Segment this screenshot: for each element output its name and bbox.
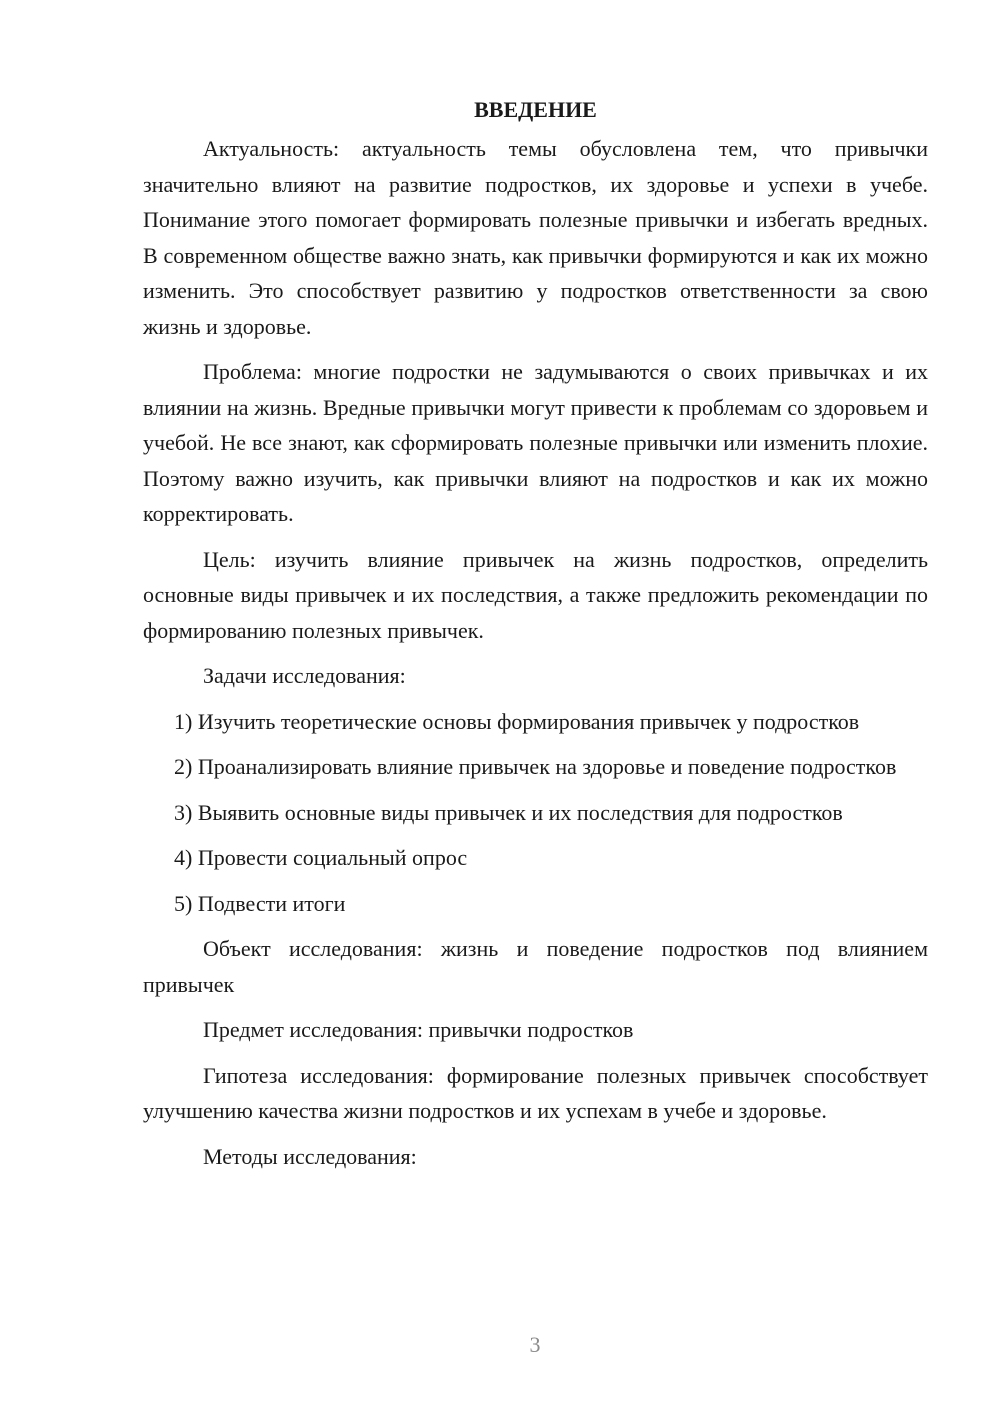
task-item-2: 2) Проанализировать влияние привычек на здоровье и поведение подростков <box>174 754 897 779</box>
tasks-heading: Задачи исследования: <box>203 663 406 688</box>
paragraph-object: Объект исследования: жизнь и поведение подростков под влиянием привычек <box>143 936 928 997</box>
task-item-3: 3) Выявить основные виды привычек и их последствия для подростков <box>174 799 843 825</box>
paragraph-subject: Предмет исследования: привычки подростков <box>203 1017 634 1042</box>
section-title: ВВЕДЕНИЕ <box>474 97 597 122</box>
paragraph-problem: Проблема: многие подростки не задумываются о своих привычках и их влиянии на жизнь. Вредные привычки могут привести к проблемам со здоровьем и учебой. Не все знают, как сформировать полезные привычки или изменить плохие. Поэтому важно изучить, как привычки влияют на подростков и как их можно корректировать. <box>143 359 928 526</box>
page-number: 3 <box>529 1332 541 1357</box>
paragraph-methods: Методы исследования: <box>203 1143 417 1169</box>
paragraph-hypothesis: Гипотеза исследования: формирование полезных привычек способствует улучшению качества жизни подростков и их успехам в учебе и здоровье. <box>143 1062 928 1123</box>
task-item-5: 5) Подвести итоги <box>174 890 346 916</box>
paragraph-relevance: Актуальность: актуальность темы обусловлена тем, что привычки значительно влияют на развитие подростков, их здоровье и успехи в учебе. Понимание этого помогает формировать полезные привычки и избегать вредных. В современном обществе важно знать, как привычки формируются и как их можно изменить. Это способствует развитию у подростков ответственности за свою жизнь и здоровье. <box>143 136 928 339</box>
task-item-4: 4) Провести социальный опрос <box>174 845 468 870</box>
document-page <box>143 92 928 1184</box>
task-item-1: 1) Изучить теоретические основы формирования привычек у подростков <box>174 708 860 734</box>
paragraph-goal: Цель: изучить влияние привычек на жизнь подростков, определить основные виды привычек и их последствия, а также предложить рекомендации по формированию полезных привычек. <box>143 546 928 643</box>
